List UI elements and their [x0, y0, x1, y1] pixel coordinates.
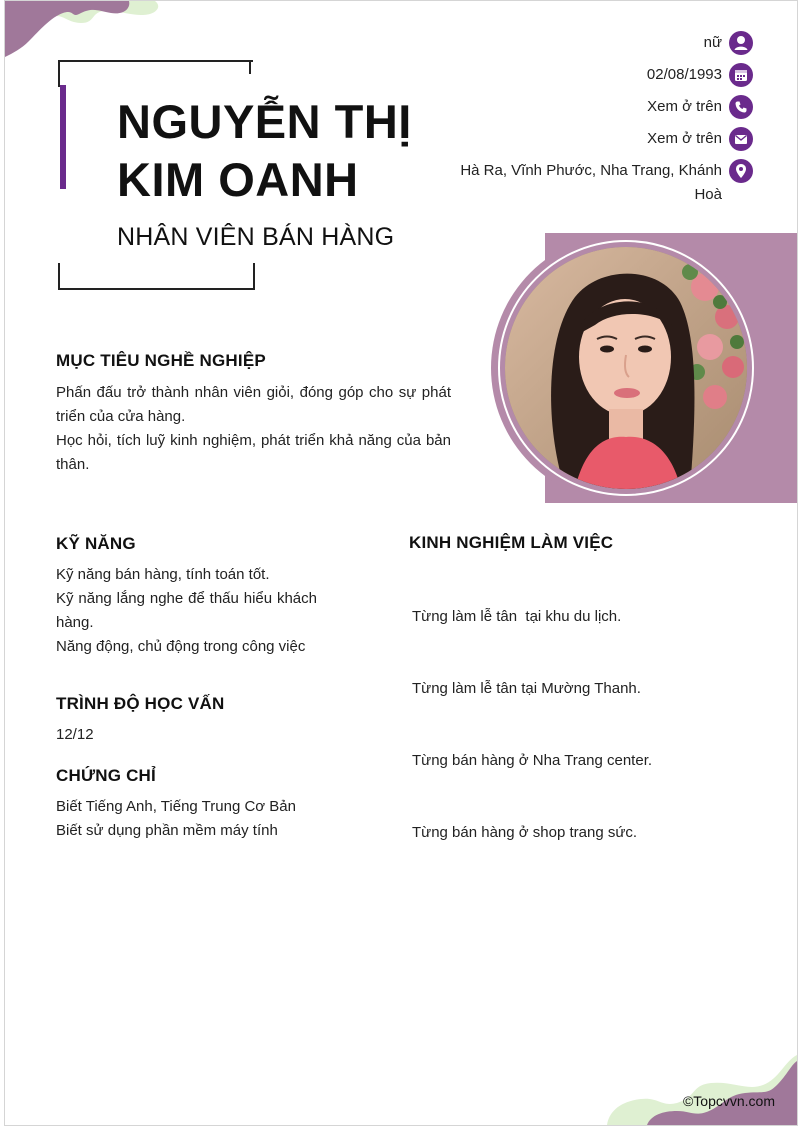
decor-blob-top-left	[5, 1, 175, 61]
location-icon	[729, 159, 753, 183]
section-objective-body	[56, 381, 451, 477]
experience-line: Từng bán hàng ở shop trang sức.	[412, 824, 638, 841]
name-frame-top	[58, 60, 253, 87]
objective-line: Phấn đấu trở thành nhân viên giỏi, đóng góp cho sự phát triển của cửa hàng.	[56, 384, 451, 425]
contact-birthdate-text: 02/08/1993	[646, 66, 722, 83]
cv-page	[4, 0, 798, 1126]
contact-phone	[423, 95, 753, 119]
section-skills-title: KỸ NĂNG	[56, 534, 136, 553]
candidate-name-line2: KIM OANH	[117, 153, 359, 206]
skill-line: Năng động, chủ động trong công việc	[56, 638, 306, 655]
section-experience-title: KINH NGHIỆM LÀM VIỆC	[409, 533, 614, 552]
experience-line: Từng làm lễ tân tại Mường Thanh.	[412, 680, 641, 697]
job-title: NHÂN VIÊN BÁN HÀNG	[117, 223, 395, 251]
contact-birthdate	[423, 63, 753, 87]
objective-line: Học hỏi, tích luỹ kinh nghiệm, phát triển khả năng của bản thân.	[56, 432, 451, 473]
person-icon	[729, 31, 753, 55]
section-education-body	[56, 723, 94, 747]
name-accent-bar	[60, 85, 66, 189]
experience-line: Từng làm lễ tân tại khu du lịch.	[412, 608, 622, 625]
certificate-line: Biết Tiếng Anh, Tiếng Trung Cơ Bản	[56, 798, 296, 815]
phone-icon	[729, 95, 753, 119]
contact-gender	[423, 31, 753, 55]
education-line: 12/12	[56, 726, 94, 743]
contact-gender-text: nữ	[703, 34, 722, 51]
contact-email	[423, 127, 753, 151]
profile-photo-illustration	[505, 247, 747, 489]
skill-line: Kỹ năng lắng nghe để thấu hiểu khách hàng.	[56, 590, 317, 631]
section-education-title: TRÌNH ĐỘ HỌC VẤN	[56, 694, 225, 713]
email-icon	[729, 127, 753, 151]
contact-address-text: Hà Ra, Vĩnh Phước, Nha Trang, Khánh Hoà	[460, 162, 722, 203]
name-frame-top-tick	[249, 60, 251, 74]
calendar-icon	[729, 63, 753, 87]
section-objective-title: MỤC TIÊU NGHỀ NGHIỆP	[56, 351, 266, 370]
contact-email-text: Xem ở trên	[647, 130, 722, 147]
contact-address	[423, 159, 753, 207]
decor-blob-bottom-right	[607, 1055, 797, 1125]
section-certificates-title: CHỨNG CHỈ	[56, 766, 156, 785]
footer-credit: ©Topcvvn.com	[682, 1093, 775, 1109]
contact-phone-text: Xem ở trên	[647, 98, 722, 115]
experience-line: Từng bán hàng ở Nha Trang center.	[412, 752, 653, 769]
section-experience-body	[412, 557, 652, 893]
skill-line: Kỹ năng bán hàng, tính toán tốt.	[56, 566, 270, 583]
contact-list	[423, 31, 753, 215]
section-skills-body	[56, 563, 317, 659]
profile-photo	[505, 247, 747, 489]
name-frame-bottom	[58, 263, 255, 290]
section-certificates-body	[56, 795, 296, 843]
candidate-name-line1: NGUYỄN THỊ	[117, 95, 412, 148]
certificate-line: Biết sử dụng phần mềm máy tính	[56, 822, 278, 839]
